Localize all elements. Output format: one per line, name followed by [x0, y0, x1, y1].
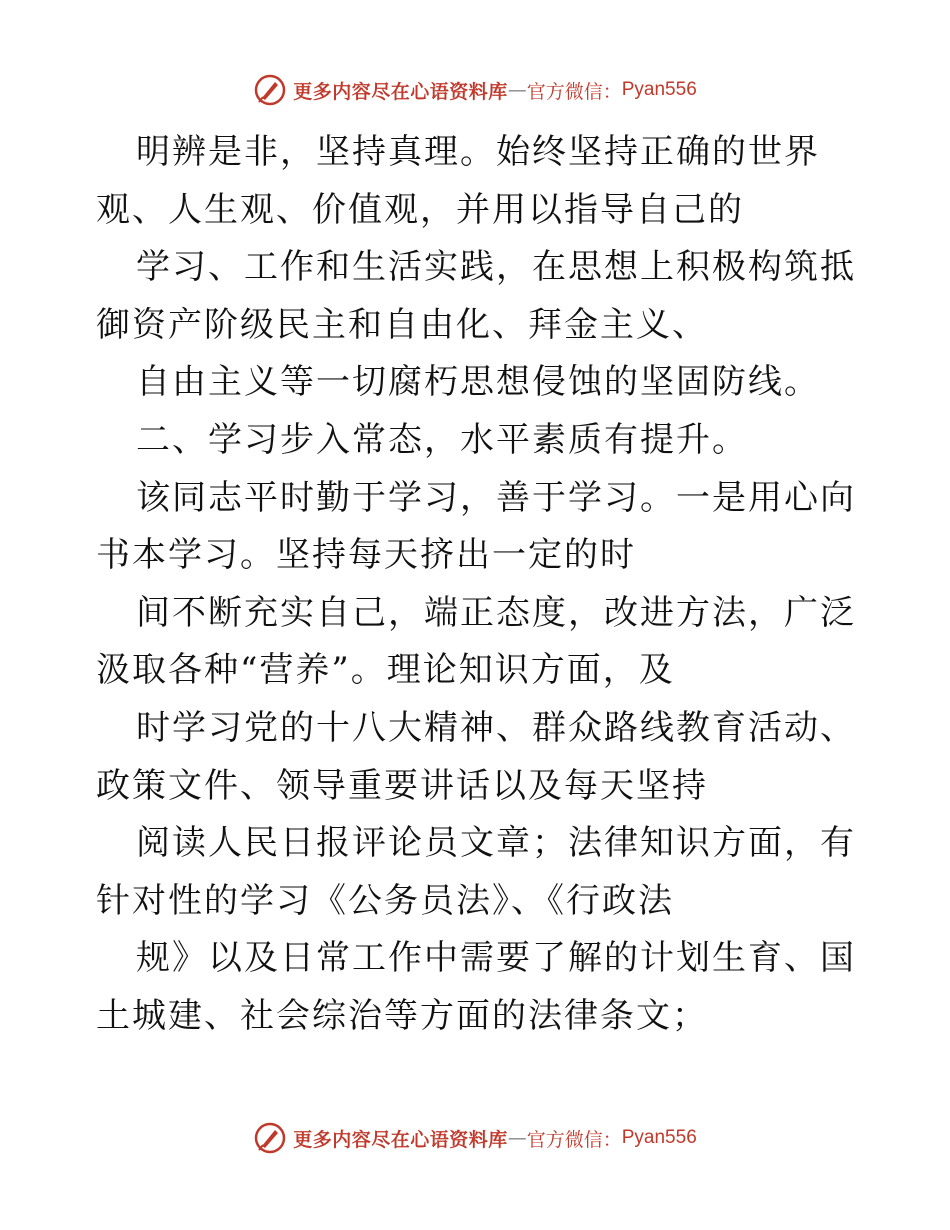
paragraph-4: 二、学习步入常态，水平素质有提升。: [136, 419, 748, 460]
paragraph-3: 自由主义等一切腐朽思想侵蚀的坚固防线。: [136, 362, 820, 403]
footer-wechat-label: 官方微信：: [526, 1128, 622, 1151]
paragraph-9: 规》以及日常工作中需要了解的计划生育、国土城建、社会综治等方面的法律条文；: [96, 938, 856, 1036]
footer-wechat-id: Pyan556: [621, 1127, 697, 1148]
header-wechat-id: Pyan556: [621, 79, 697, 100]
paragraph-8: 阅读人民日报评论员文章；法律知识方面，有针对性的学习《公务员法》、《行政法: [96, 823, 856, 921]
header-wechat-label: 官方微信：: [526, 80, 622, 103]
header-separator: —: [507, 79, 527, 101]
footer-site-text: 更多内容尽在心语资料库: [293, 1128, 508, 1151]
paragraph-5: 该同志平时勤于学习，善于学习。一是用心向书本学习。坚持每天挤出一定的时: [96, 477, 856, 576]
document-body: [96, 124, 866, 1046]
paragraph-6: 间不断充实自己，端正态度，改进方法，广泛汲取各种“营养”。理论知识方面，及: [96, 592, 856, 691]
quill-pen-logo-icon: [253, 73, 287, 107]
paragraph-2: 学习、工作和生活实践，在思想上积极构筑抵御资产阶级民主和自由化、拜金主义、: [96, 247, 856, 345]
paragraph-1: 明辨是非，坚持真理。始终坚持正确的世界观、人生观、价值观，并用以指导自己的: [96, 132, 820, 230]
header-banner: [0, 70, 950, 110]
paragraph-7: 时学习党的十八大精神、群众路线教育活动、政策文件、领导重要讲话以及每天坚持: [96, 707, 856, 806]
footer-banner: [0, 1118, 950, 1158]
header-site-text: 更多内容尽在心语资料库: [293, 80, 508, 103]
footer-separator: —: [507, 1127, 527, 1149]
quill-pen-logo-icon: [253, 1121, 287, 1155]
